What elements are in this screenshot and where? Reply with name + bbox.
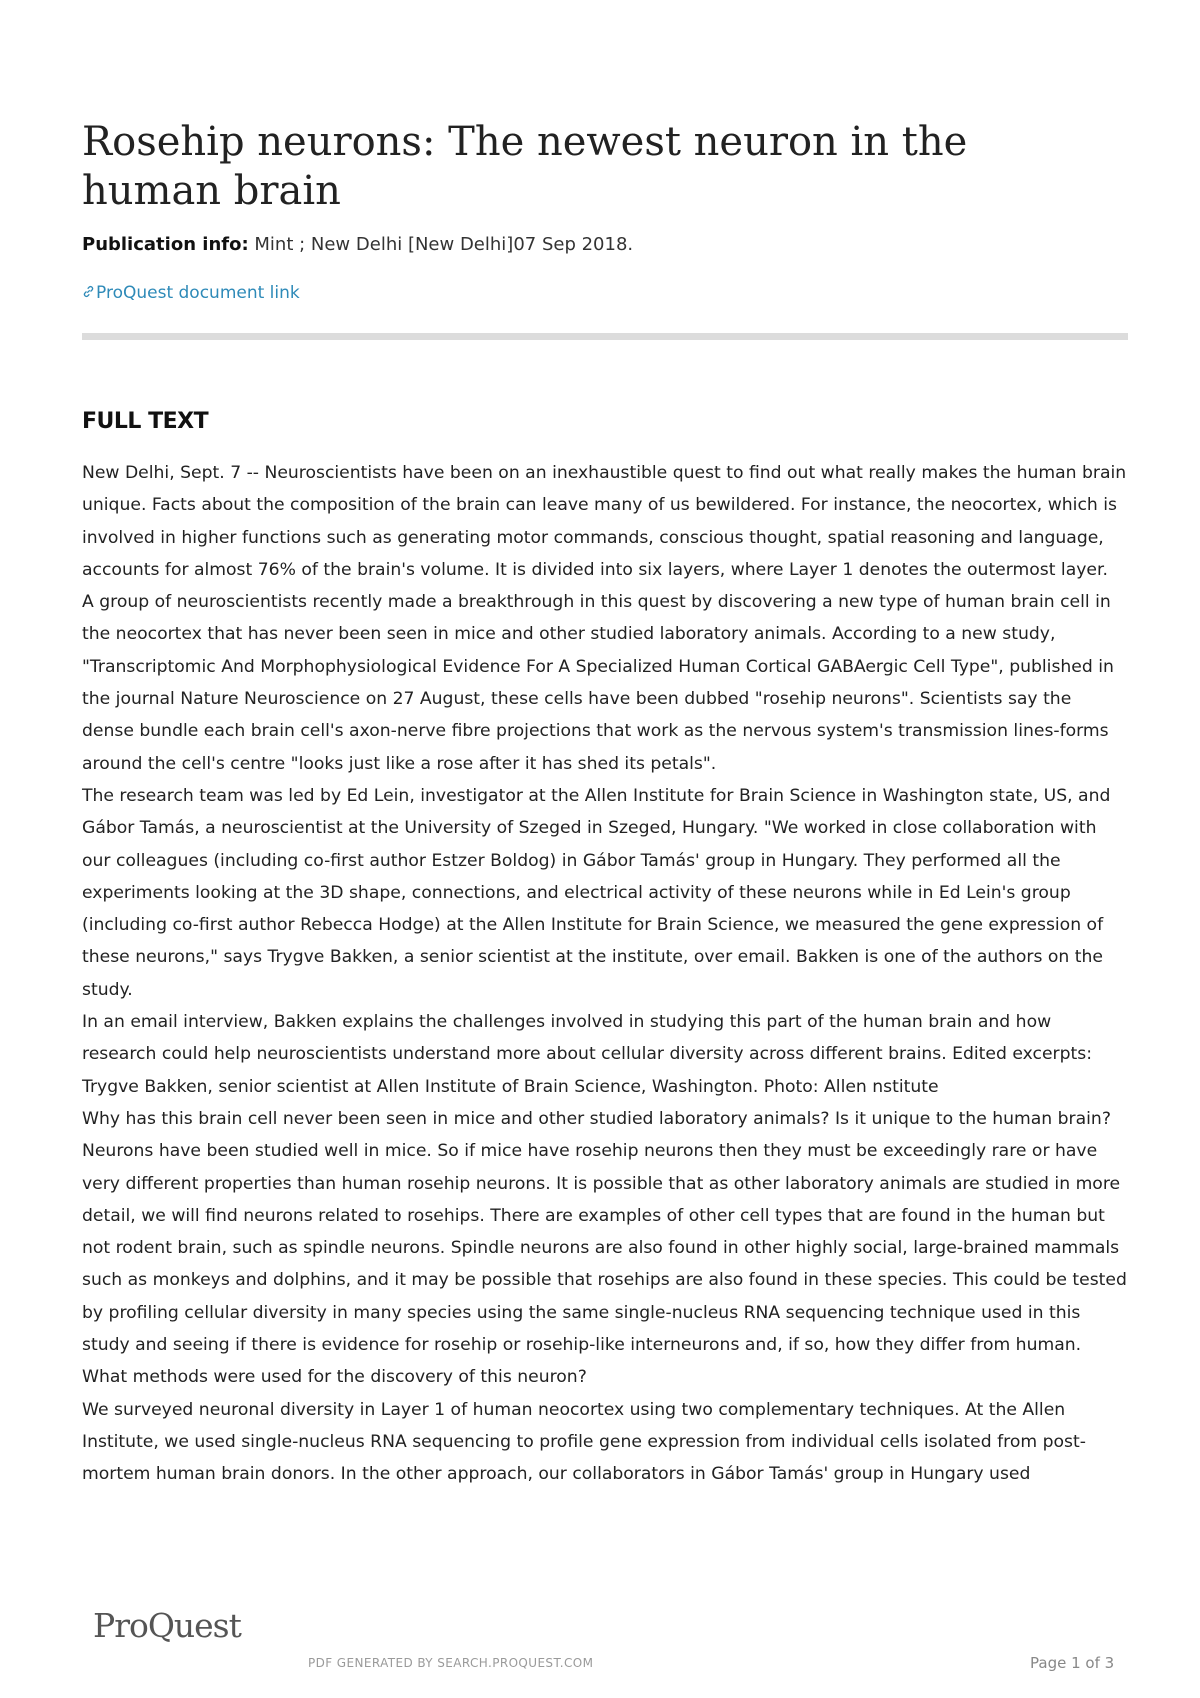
proquest-logo [93,1606,241,1645]
header-divider [82,333,1128,340]
paragraph: The research team was led by Ed Lein, investigator at the Allen Institute for Brain Science in Washington state, US, and Gábor Tamás, a neuroscientist at the University of Szeged in Szeged, Hungary. "We worked in close collaboration with our colleagues (including co-first author Estzer Boldog) in Gábor Tamás' group in Hungary. They performed all the experiments looking at the 3D shape, connections, and electrical activity of these neurons while in Ed Lein's group (including co-first author Rebecca Hodge) at the Allen Institute for Brain Science, we measured the gene expression of these neurons," says Trygve Bakken, a senior scientist at the institute, over email. Bakken is one of the authors on the study. [82,785,1111,1000]
publication-info-value: Mint ; New Delhi [New Delhi]07 Sep 2018. [254,234,634,255]
document-title: Rosehip neurons: The newest neuron in the human brain [82,119,968,214]
paragraph: New Delhi, Sept. 7 -- Neuroscientists have been on an inexhaustible quest to find out what really makes the human brain unique. Facts about the composition of the brain can leave many of us bewildered. For instance, the neocortex, which is involved in higher functions such as generating motor commands, conscious thought, spatial reasoning and language, accounts for almost 76% of the brain's volume. It is divided into six layers, where Layer 1 denotes the outermost layer. [82,463,1127,580]
photo-caption: Trygve Bakken, senior scientist at Allen Institute of Brain Science, Washington. Photo: Allen nstitute [82,1076,939,1097]
proquest-logo-text: ProQuest [93,1606,241,1645]
pdf-generated-note: PDF GENERATED BY SEARCH.PROQUEST.COM [308,1656,594,1670]
paragraph: In an email interview, Bakken explains the challenges involved in studying this part of the human brain and how research could help neuroscientists understand more about cellular diversity across different brains. Edited excerpts: [82,1012,1092,1065]
publication-info-label: Publication info: [82,234,249,255]
interview-answer: We surveyed neuronal diversity in Layer 1 of human neocortex using two complementary techniques. At the Allen Institute, we used single-nucleus RNA sequencing to profile gene expression from individual cells isolated from post-mortem human brain donors. In the other approach, our collaborators in Gábor Tamás' group in Hungary used [82,1399,1086,1485]
publication-info [82,234,633,255]
paragraph: A group of neuroscientists recently made a breakthrough in this quest by discovering a new type of human brain cell in the neocortex that has never been seen in mice and other studied laboratory animals. According to a new study, "Transcriptomic And Morphophysiological Evidence For A Specialized Human Cortical GABAergic Cell Type", published in the journal Nature Neuroscience on 27 August, these cells have been dubbed "rosehip neurons". Scientists say the dense bundle each brain cell's axon-nerve fibre projections that work as the nervous system's transmission lines-forms around the cell's centre "looks just like a rose after it has shed its petals". [82,592,1114,774]
full-text-heading: FULL TEXT [82,409,209,434]
document-link-text: ProQuest document link [96,283,300,303]
page-number: Page 1 of 3 [1030,1654,1115,1672]
article-body [82,457,1128,1491]
link-icon [82,283,95,303]
interview-question: Why has this brain cell never been seen in mice and other studied laboratory animals? Is it unique to the human brain? [82,1108,1111,1129]
proquest-document-link[interactable] [82,283,300,303]
interview-answer: Neurons have been studied well in mice. So if mice have rosehip neurons then they must be exceedingly rare or have very different properties than human rosehip neurons. It is possible that as other laboratory animals are studied in more detail, we will find neurons related to rosehips. There are examples of other cell types that are found in the human but not rodent brain, such as spindle neurons. Spindle neurons are also found in other highly social, large-brained mammals such as monkeys and dolphins, and it may be possible that rosehips are also found in these species. This could be tested by profiling cellular diversity in many species using the same single-nucleus RNA sequencing technique used in this study and seeing if there is evidence for rosehip or rosehip-like interneurons and, if so, how they differ from human. [82,1141,1127,1356]
page-footer [0,1600,1200,1698]
interview-question: What methods were used for the discovery of this neuron? [82,1367,587,1388]
